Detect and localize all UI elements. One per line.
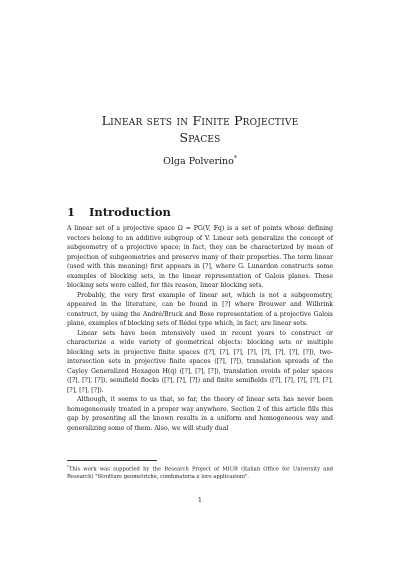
- paragraph-2: Probably, the very first example of linear set, which is not a subgeometry, appeared in the literature, can be found in [?] where Brouwer and Wilbrink construct, by using the André/Bruck and Bose representation of a projective Galois plane, examples of blocking sets of Rédei type which, in fact, are linear sets.: [67, 291, 333, 327]
- section-number: 1: [67, 205, 76, 219]
- author-name: Olga Polverino: [163, 156, 234, 168]
- paragraph-3: Linear sets have been intensively used in recent years to construct or characterize a wide variety of geometrical objects: blocking sets or multiple blocking sets in projective finite spaces ([?], [?], [?], [?], [?], [?], [?], [?]), two-intersection sets in projective finite spaces ([?], [?]), translation spreads of the Cayley Generalized Hexagon H(q) ([?], [?], [?]), translation ovoids of polar spaces ([?], [?], [?]), semifield flocks ([?], [?], [?]) and finite semifields ([?], [?], [?], [?], [?], [?], [?], [?]).: [67, 329, 333, 394]
- title-line-2: Spaces: [179, 130, 221, 145]
- footnote: [67, 463, 333, 482]
- page-number: 1: [197, 496, 203, 504]
- paragraph-4: Although, it seems to us that, so far, the theory of linear sets has never been homogeneously treated in a proper way anywhere. Section 2 of this article fills this gap by presenting all the known results in a uniform and homogeneous way and generalizing some of them. Also, we will study dual: [67, 396, 333, 432]
- footnote-text: This work was supported by the Research Project of MIUR (Italian Office for University and Research) "Strutture geometriche, combinatoria e loro applicazioni".: [67, 466, 333, 481]
- body-text: [67, 224, 333, 433]
- footnote-mark: *: [67, 464, 69, 469]
- author-footnote-mark: *: [233, 155, 237, 162]
- footnote-rule: [67, 460, 157, 461]
- title-line-1: Linear sets in Finite Projective: [101, 113, 299, 128]
- author: [0, 155, 400, 167]
- section-title: Introduction: [89, 205, 171, 219]
- section-heading: [67, 205, 171, 219]
- paper-title: [0, 112, 400, 146]
- paragraph-1: A linear set of a projective space Ω = PG(V, 𝔽q) is a set of points whose defining vectors belong to an additive subgroup of V. Linear sets generalize the concept of subgeometry of a projective space; in fact, they can be characterized by mean of projection of subgeometries and preserve many of their properties. The term linear (used with this meaning) first appears in [?], where G. Lunardon constructs some examples of blocking sets, in the linear representation of Galois planes. These blocking sets were called, for this reason, linear blocking sets.: [67, 225, 333, 289]
